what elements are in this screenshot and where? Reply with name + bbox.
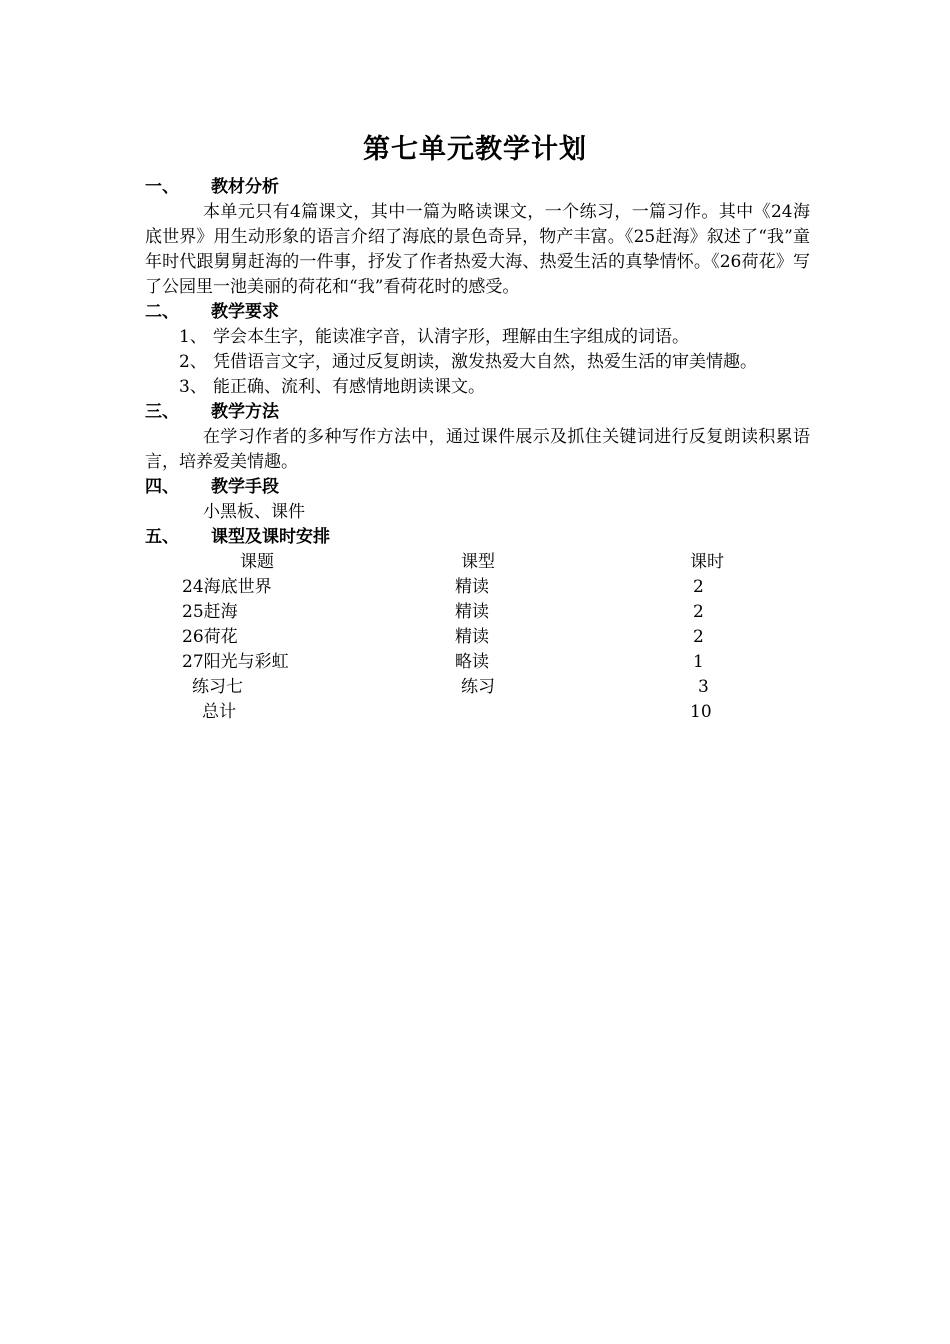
lesson-cell: 25赶海 — [182, 602, 238, 622]
type-cell: 精读 — [455, 627, 489, 647]
hours-cell: 2 — [693, 577, 704, 597]
column-header-hours: 课时 — [690, 552, 724, 572]
section-heading-methods — [145, 400, 810, 425]
section-title: 课型及课时安排 — [211, 527, 330, 547]
total-hours-cell: 10 — [690, 702, 712, 722]
section-title: 教学要求 — [211, 302, 279, 322]
section-heading-requirements — [145, 300, 810, 325]
type-cell: 精读 — [455, 602, 489, 622]
list-text: 学会本生字，能读准字音，认清字形，理解由生字组成的词语。 — [213, 327, 689, 347]
section-title: 教材分析 — [211, 177, 279, 197]
total-label-cell: 总计 — [202, 702, 236, 722]
column-header-type: 课型 — [461, 552, 495, 572]
lesson-cell: 练习七 — [192, 677, 243, 697]
hours-cell: 2 — [693, 602, 704, 622]
type-cell: 略读 — [455, 652, 489, 672]
list-index: 3、 — [179, 377, 207, 397]
list-item — [145, 325, 810, 350]
hours-cell: 3 — [698, 677, 709, 697]
section-title: 教学手段 — [211, 477, 279, 497]
lesson-cell: 26荷花 — [182, 627, 238, 647]
section-title: 教学方法 — [211, 402, 279, 422]
type-cell: 练习 — [461, 677, 495, 697]
type-cell: 精读 — [455, 577, 489, 597]
column-header-lesson: 课题 — [240, 552, 274, 572]
section-number: 二、 — [145, 302, 179, 322]
hours-cell: 1 — [693, 652, 704, 672]
section-heading-schedule — [145, 525, 810, 550]
section-number: 四、 — [145, 477, 179, 497]
section-paragraph-means: 小黑板、课件 — [203, 502, 305, 522]
section-paragraph-methods: 在学习作者的多种写作方法中，通过课件展示及抓住关键词进行反复朗读积累语言，培养爱美情趣。 — [145, 427, 810, 472]
hours-cell: 2 — [693, 627, 704, 647]
lesson-cell: 27阳光与彩虹 — [182, 652, 289, 672]
section-heading-analysis — [145, 175, 810, 200]
section-number: 一、 — [145, 177, 179, 197]
list-text: 能正确、流利、有感情地朗读课文。 — [213, 377, 485, 397]
list-item — [145, 350, 810, 375]
list-index: 1、 — [179, 327, 207, 347]
section-heading-means — [145, 475, 810, 500]
section-number: 五、 — [145, 527, 179, 547]
lesson-cell: 24海底世界 — [182, 577, 272, 597]
section-paragraph-analysis: 本单元只有4篇课文，其中一篇为略读课文，一个练习，一篇习作。其中《24海底世界》用生动形象的语言介绍了海底的景色奇异，物产丰富。《25赶海》叙述了“我”童年时代跟舅舅赶海的一件事，抒发了作者热爱大海、热爱生活的真挚情怀。《26荷花》写了公园里一池美丽的荷花和“我”看荷花时的感受。 — [145, 202, 810, 297]
list-index: 2、 — [179, 352, 207, 372]
page-title: 第七单元教学计划 — [363, 134, 587, 165]
list-text: 凭借语言文字，通过反复朗读，激发热爱大自然，热爱生活的审美情趣。 — [213, 352, 757, 372]
section-number: 三、 — [145, 402, 179, 422]
list-item — [145, 375, 810, 400]
